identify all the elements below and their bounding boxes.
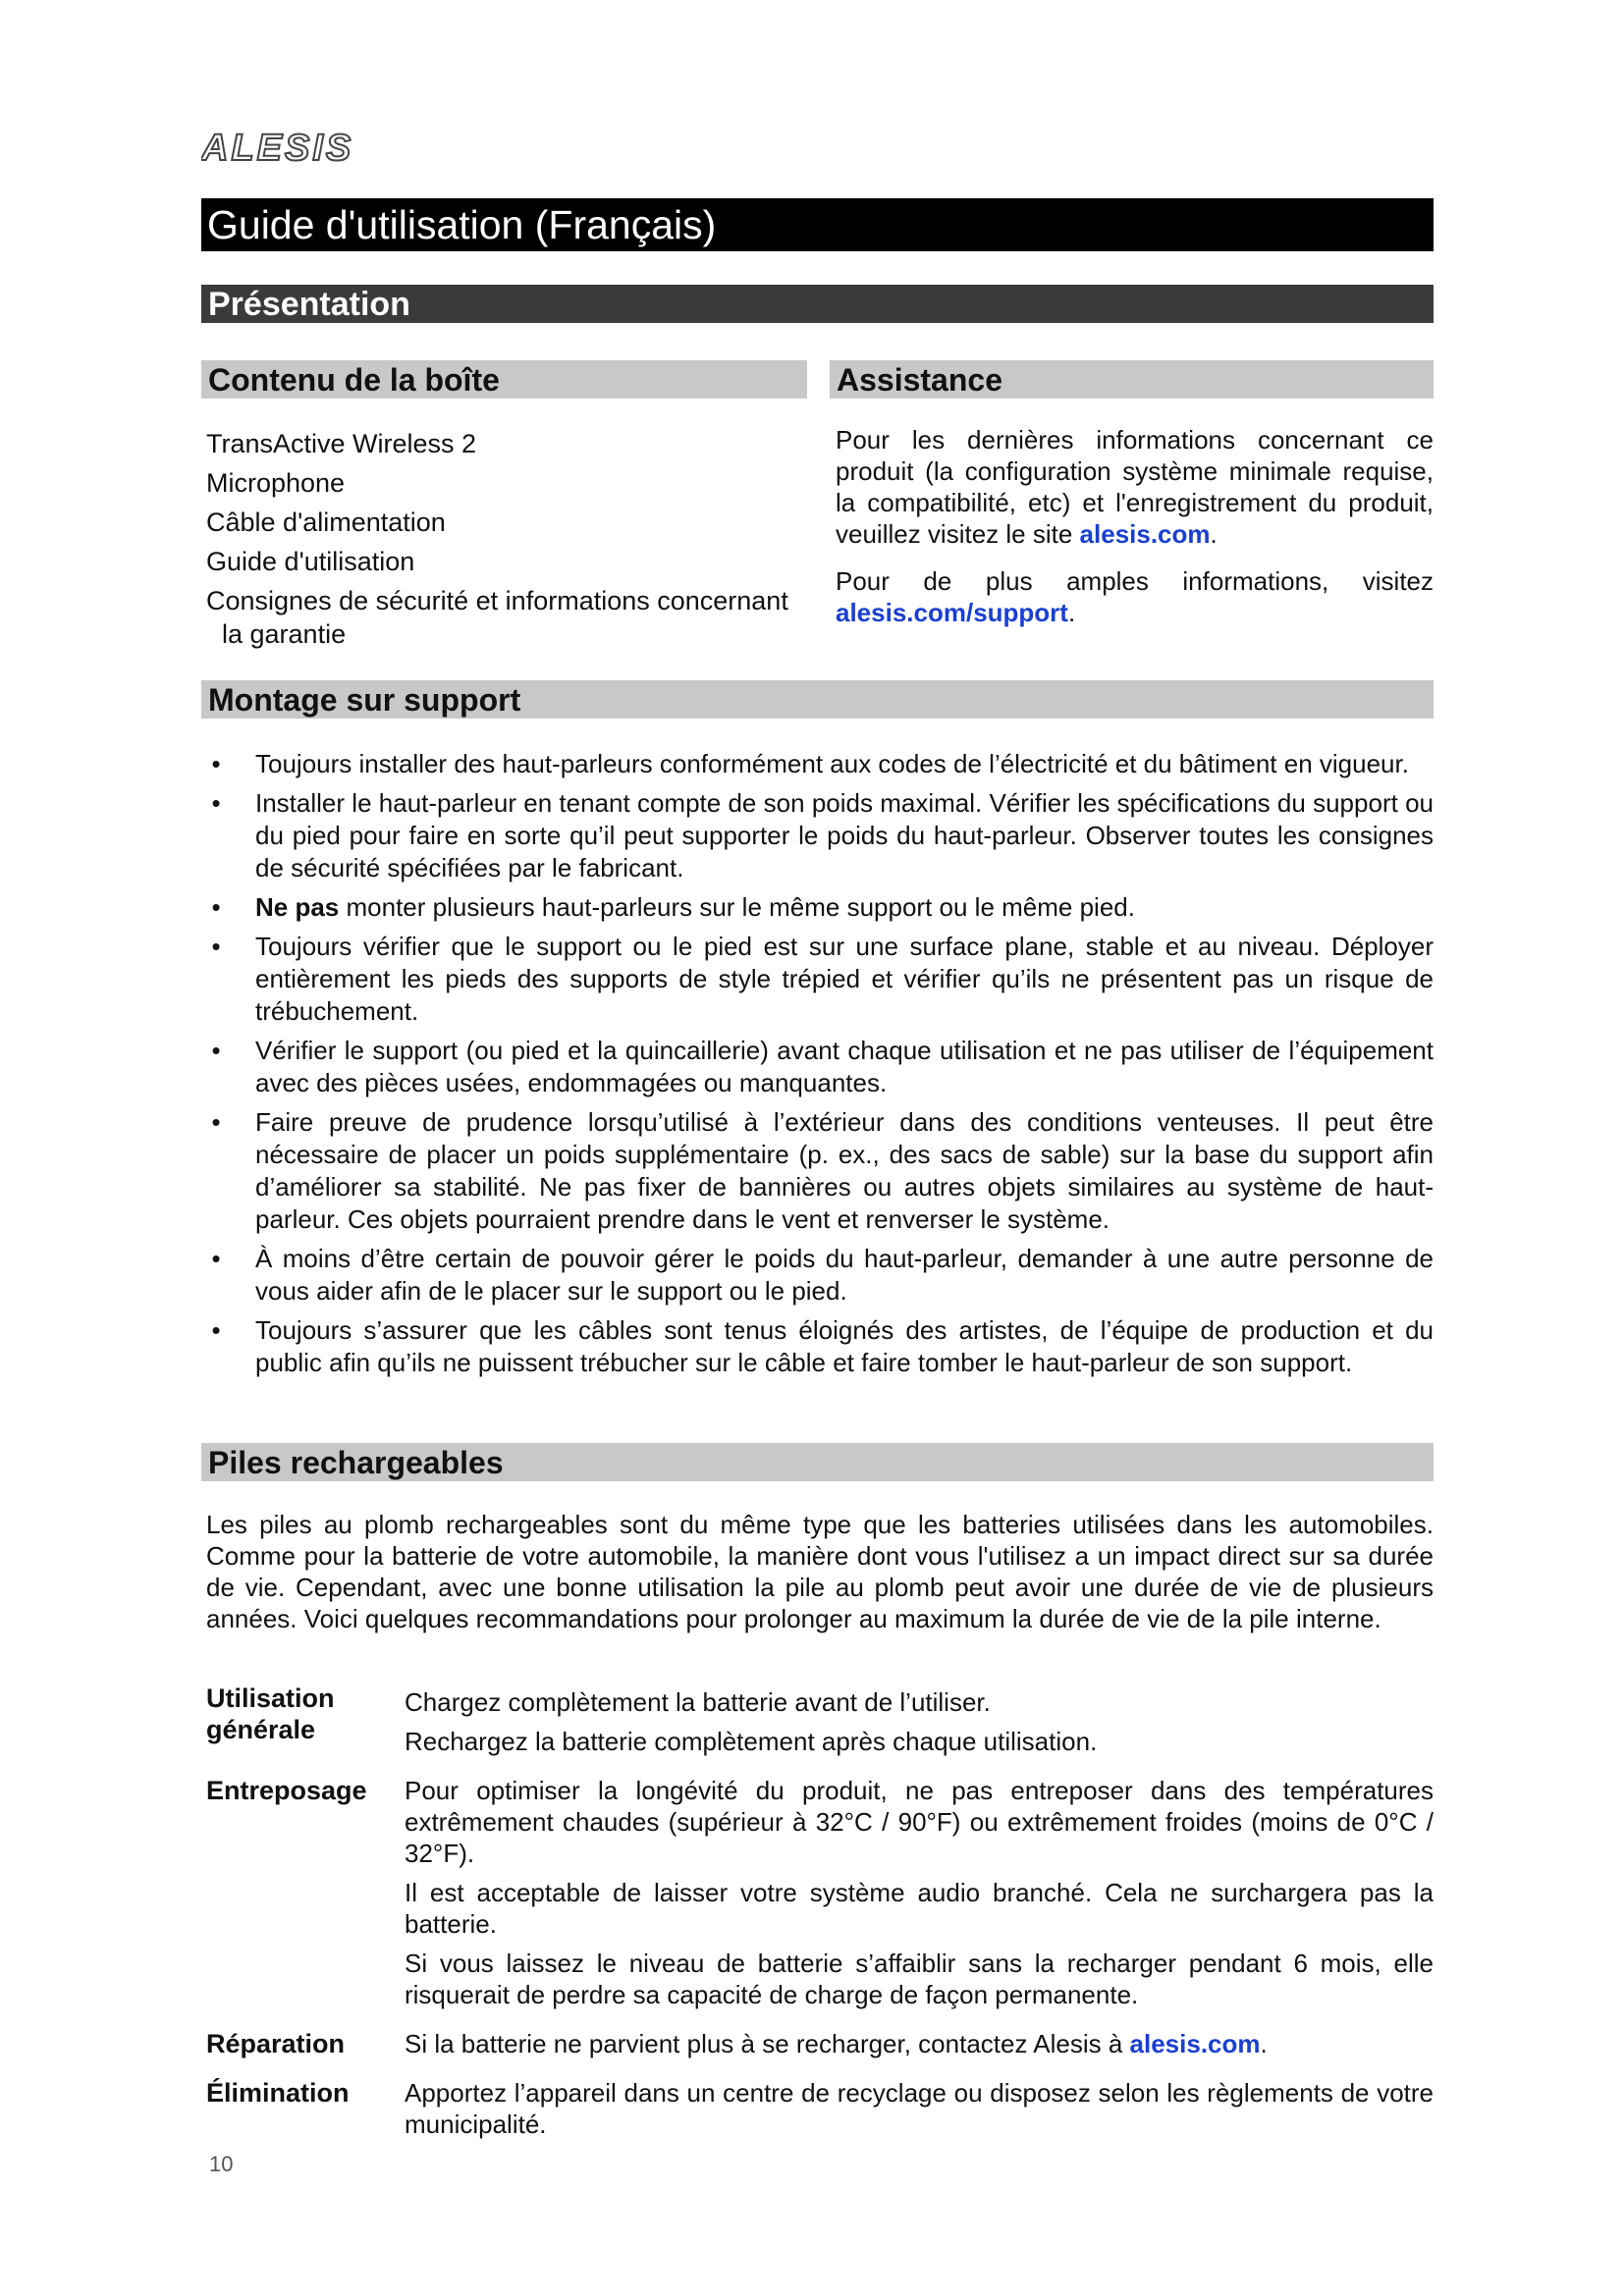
storage-p1: Pour optimiser la longévité du produit, ne pas entreposer dans des températures extrêmement chaudes (supérieur à 32°C / 90°F) ou extrêmement froides (moins de 0°C / 32°F). <box>405 1776 1434 1868</box>
repair-term: Réparation <box>206 2029 346 2058</box>
list-item: • Ne pas monter plusieurs haut-parleurs sur le même support ou le même pied. <box>206 891 1434 924</box>
alesis-link[interactable]: alesis.com <box>1129 2029 1261 2058</box>
assistance-paragraph <box>836 424 1434 550</box>
logo-text: ALESIS <box>201 128 354 167</box>
list-item: • À moins d’être certain de pouvoir gérer le poids du haut-parleur, demander à une autre personne de vous aider afin de le placer sur le support ou le pied. <box>206 1243 1434 1308</box>
box-contents-heading: Contenu de la boîte <box>201 360 807 399</box>
disposal-term: Élimination <box>206 2078 350 2108</box>
list-item: • Installer le haut-parleur en tenant compte de son poids maximal. Vérifier les spécifications du support ou du pied pour faire en sorte qu’il peut supporter le poids du haut-parleur. Observer toutes les consignes de sécurité spécifiées par le fabricant. <box>206 787 1434 884</box>
list-item: • Toujours vérifier que le support ou le pied est sur une surface plane, stable et au niveau. Déployer entièrement les pieds des supports de style trépied et vérifier qu’ils ne présentent pas un risque de trébuchement. <box>206 931 1434 1028</box>
list-item: Microphone <box>206 468 346 498</box>
punct: . <box>1067 598 1076 627</box>
bullet-icon: • <box>211 932 221 961</box>
list-item: Câble d'alimentation <box>206 507 446 537</box>
bullet-icon: • <box>211 1036 221 1065</box>
bullet-icon: • <box>211 1107 221 1137</box>
punct: . <box>1210 519 1218 549</box>
general-p1: Chargez complètement la batterie avant de l’utiliser. <box>405 1687 991 1717</box>
list-item: • Vérifier le support (ou pied et la quincaillerie) avant chaque utilisation et ne pas utiliser de l’équipement avec des pièces usées, endommagées ou manquantes. <box>206 1035 1434 1099</box>
bullet-icon: • <box>211 788 221 818</box>
batteries-definitions <box>206 1682 1434 2158</box>
page-title: Guide d'utilisation (Français) <box>201 198 1434 251</box>
assistance-heading: Assistance <box>830 360 1434 399</box>
general-use-desc <box>405 1682 1434 1765</box>
general-use-term: Utilisation générale <box>206 1683 335 1744</box>
general-use-row <box>206 1682 1434 1765</box>
bullet-icon: • <box>211 749 221 778</box>
list-item: Guide d'utilisation <box>206 547 415 576</box>
alesis-link[interactable]: alesis.com <box>1079 519 1211 549</box>
box-contents-list <box>206 424 805 651</box>
list-item: • Toujours s’assurer que les câbles sont tenus éloignés des artistes, de l’équipe de production et du public afin qu’ils ne puissent trébucher sur le câble et faire tomber le haut-parleur de son support. <box>206 1314 1434 1379</box>
bullet-icon: • <box>211 1244 221 1273</box>
support-link[interactable]: alesis.com/support <box>836 598 1068 627</box>
storage-p3: Si vous laissez le niveau de batterie s’affaiblir sans la recharger pendant 6 mois, elle risquerait de perdre sa capacité de charge de façon permanente. <box>405 1949 1434 2009</box>
storage-desc <box>405 1775 1434 2018</box>
disposal-text: Apportez l’appareil dans un centre de recyclage ou disposez selon les règlements de votre municipalité. <box>405 2078 1434 2139</box>
disposal-row <box>206 2077 1434 2148</box>
storage-row <box>206 1775 1434 2018</box>
repair-desc <box>405 2028 1434 2067</box>
list-item: Consignes de sécurité et informations concernant la garantie <box>206 586 788 649</box>
section-presentation-heading: Présentation <box>201 285 1434 323</box>
batteries-intro: Les piles au plomb rechargeables sont du même type que les batteries utilisées dans les automobiles. Comme pour la batterie de votre automobile, la manière dont vous l'utilisez a un impact direct sur sa durée de vie. Cependant, avec une bonne utilisation la pile au plomb peut avoir une durée de vie de plusieurs années. Voici quelques recommandations pour prolonger au maximum la durée de vie de la pile interne. <box>206 1510 1434 1633</box>
batteries-heading: Piles rechargeables <box>201 1443 1434 1481</box>
repair-text: Si la batterie ne parvient plus à se recharger, contactez Alesis à alesis.com. <box>405 2029 1268 2058</box>
list-item: • Toujours installer des haut-parleurs conformément aux codes de l’électricité et du bâtiment en vigueur. <box>206 748 1434 780</box>
assistance-paragraph <box>836 565 1434 628</box>
page-number: 10 <box>209 2152 234 2176</box>
storage-term: Entreposage <box>206 1776 367 1805</box>
repair-row <box>206 2028 1434 2067</box>
bullet-icon: • <box>211 892 221 922</box>
general-p2: Rechargez la batterie complètement après chaque utilisation. <box>405 1727 1098 1756</box>
list-item: TransActive Wireless 2 <box>206 429 477 458</box>
list-item: • Faire preuve de prudence lorsqu’utilisé à l’extérieur dans des conditions venteuses. Il peut être nécessaire de placer un poids supplémentaire (p. ex., des sacs de sable) sur la base du support afin d’améliorer sa stabilité. Ne pas fixer de bannières ou autres objets similaires au système de haut-parleur. Ces objets pourraient prendre dans le vent et renverser le système. <box>206 1106 1434 1236</box>
mounting-heading: Montage sur support <box>201 680 1434 719</box>
alesis-logo <box>201 126 398 167</box>
storage-p2: Il est acceptable de laisser votre système audio branché. Cela ne surchargera pas la batterie. <box>405 1878 1434 1939</box>
mounting-bullets <box>206 748 1434 1386</box>
assistance-text <box>836 424 1434 644</box>
assistance-p2-text: Pour de plus amples informations, visitez <box>836 566 1434 596</box>
assistance-p1-text: Pour les dernières informations concernant ce produit (la configuration système minimale requise, la compatibilité, etc) et l'enregistrement du produit, veuillez visitez le site <box>836 425 1434 549</box>
disposal-desc <box>405 2077 1434 2148</box>
bullet-icon: • <box>211 1315 221 1345</box>
